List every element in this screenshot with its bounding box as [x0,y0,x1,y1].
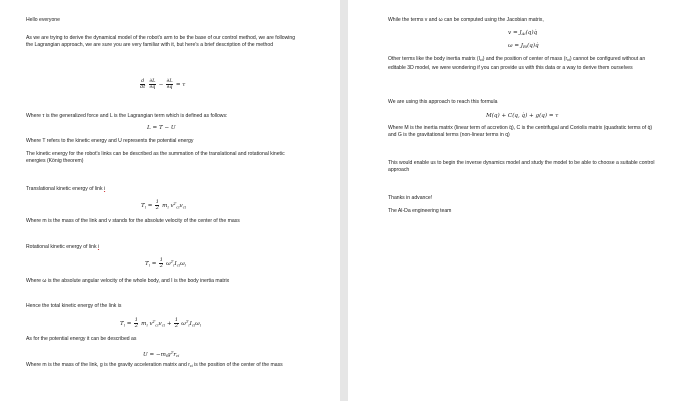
enable-paragraph: This would enable us to begin the inverse dynamics model and study the model to be able to choose a suitable control approach [388,160,655,174]
where-tau-text: Where τ is the generalized force and L is the Lagrangian term which is defined as follows: [26,113,228,119]
rotational-label: Rotational kinetic energy of link i [26,244,100,250]
lagrange-equation: $\frac{d}{dt}$ $\frac{\partial L}{\partial q̇}$ − $\frac{\partial L}{\partial q}$ = τ [140,78,186,91]
total-kinetic-label: Hence the total kinetic energy of the link is [26,303,122,309]
team-signature: The Al-Da engineering team [388,208,452,214]
potential-energy-equation: $U = -m_ig^Tr_{ci}$ [143,350,180,359]
intro-paragraph: As we are trying to derive the dynamical model of the robot's arm to be the base of our control method, we are following the Lagrangian approach, we are sure you are very familiar with it, but here's a brief description of the method [26,35,296,49]
greeting: Hello everyone [26,17,60,23]
terms-line: While the terms v and ω can be computed using the Jacobian matrix, [388,17,544,23]
translational-label: Translational kinetic energy of link i [26,186,106,192]
document-page-left [0,0,340,401]
thanks-text: Thanks in advance! [388,195,433,201]
where-omega-text: Where ω is the absolute angular velocity of the whole body, and I is the body inertia matrix [26,278,230,284]
rotational-kinetic-equation: $T_i$ = $\frac{1}{2}$ $\omega^T_iI_{ci}\omega_i$ [145,257,186,270]
kinetic-description: The kinetic energy for the robot's links can be described as the summation of the translational and rotational kinetic energies (König theorem) [26,151,285,165]
where-m-matrix-text: Where M is the inertia matrix (linear term of accretion q̈), C is the centrifugal and Coriolis matrix (quadratic terms of q̇) and G is the gravitational terms (non-linear terms in q) [388,125,653,139]
document-page-right [348,0,690,401]
where-m-text: Where m is the mass of the link and v stands for the absolute velocity of the center of the mass [26,218,240,224]
total-kinetic-equation: $T_i$ = $\frac{1}{2}$ $m_i$ $v^T_{ci}v_{ci}$ + $\frac{1}{2}$ $\omega^T_iI_{ci}\omega_i$ [120,317,201,330]
angular-velocity-jacobian-equation: $\omega = J_{Ri}(q)q̇$ [508,43,539,50]
where-t-text: Where T refers to the kinetic energy and U represents the potential energy [26,138,194,144]
other-terms-paragraph: Other terms like the body inertia matrix $(I_{ci})$ and the position of center of mass $(r_{ci})$ cannot be configured without an editable 3D model, we were wondering if you can provide us with this data or a way to derive them ourselves [388,56,646,71]
potential-energy-label: As for the potential energy it can be described as [26,336,137,342]
dynamics-equation: M(q) + C(q, q̇) + g(q) = τ [486,113,559,119]
approach-text: We are using this approach to reach this formula [388,99,498,105]
lagrangian-definition-equation: L = T − U [147,125,176,131]
where-g-text: Where m is the mass of the link, g is the gravity acceleration matrix and $r_{ci}$ is the position of the center of the mass [26,362,283,369]
translational-kinetic-equation: $T_i$ = $\frac{1}{2}$ $m_i$ $v^T_{ci}v_{ci}$ [141,199,187,212]
velocity-jacobian-equation: $v = J_{Ai}(q)q̇$ [508,30,538,37]
